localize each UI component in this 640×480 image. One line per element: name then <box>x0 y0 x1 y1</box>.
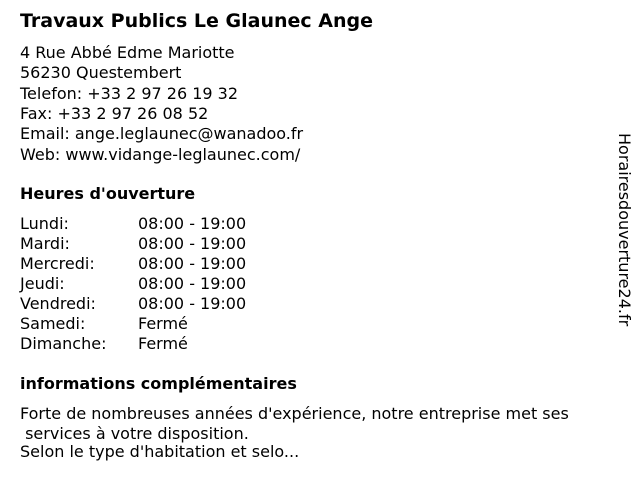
info-text-line-2: services à votre disposition. <box>20 424 249 443</box>
day-label-sunday: Dimanche: <box>20 334 107 353</box>
vertical-site-label-text: Horairesdouverture24.fr <box>615 133 634 327</box>
day-hours-sunday: Fermé <box>138 334 188 353</box>
day-label-thursday: Jeudi: <box>20 274 65 293</box>
day-label-tuesday: Mardi: <box>20 234 70 253</box>
info-heading: informations complémentaires <box>20 374 297 393</box>
info-text-line-1: Forte de nombreuses années d'expérience, notre entreprise met ses <box>20 404 569 423</box>
business-title: Travaux Publics Le Glaunec Ange <box>20 10 374 32</box>
day-hours-saturday: Fermé <box>138 314 188 333</box>
day-label-monday: Lundi: <box>20 214 69 233</box>
day-hours-thursday: 08:00 - 19:00 <box>138 274 247 293</box>
day-label-saturday: Samedi: <box>20 314 86 333</box>
day-hours-friday: 08:00 - 19:00 <box>138 294 247 313</box>
day-label-wednesday: Mercredi: <box>20 254 95 273</box>
email-text: Email: ange.leglaunec@wanadoo.fr <box>20 124 304 143</box>
address-city: 56230 Questembert <box>20 63 182 82</box>
info-text-line-3: Selon le type d'habitation et selo... <box>20 442 300 461</box>
address-street: 4 Rue Abbé Edme Mariotte <box>20 43 235 62</box>
day-hours-monday: 08:00 - 19:00 <box>138 214 247 233</box>
day-label-friday: Vendredi: <box>20 294 96 313</box>
web-text: Web: www.vidange-leglaunec.com/ <box>20 145 301 164</box>
fax-text: Fax: +33 2 97 26 08 52 <box>20 104 209 123</box>
day-hours-wednesday: 08:00 - 19:00 <box>138 254 247 273</box>
phone-text: Telefon: +33 2 97 26 19 32 <box>20 84 239 103</box>
vertical-site-label <box>612 133 636 345</box>
day-hours-tuesday: 08:00 - 19:00 <box>138 234 247 253</box>
hours-heading: Heures d'ouverture <box>20 184 196 203</box>
